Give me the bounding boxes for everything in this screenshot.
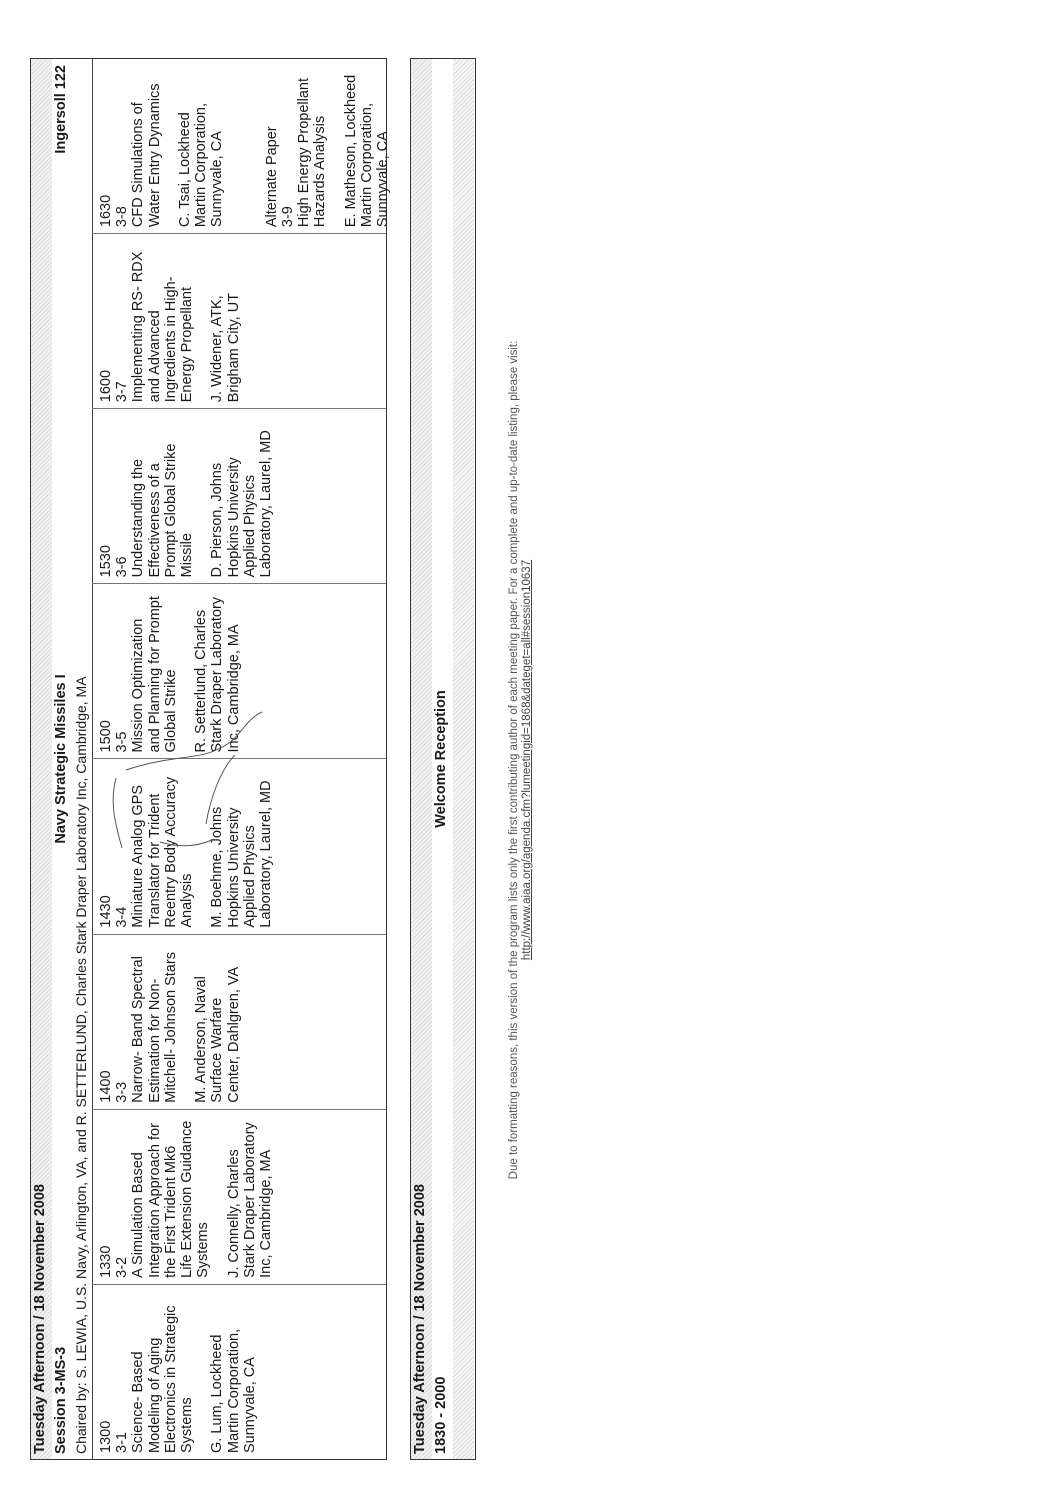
paper-number: 3-5	[114, 731, 131, 753]
paper-time: 1400	[98, 1070, 114, 1103]
alternate-paper-title-line: High Energy Propellant	[296, 78, 313, 228]
paper-title-line: Electronics in Strategic	[162, 1305, 179, 1453]
paper-title-line: and Planning for Prompt	[146, 596, 163, 753]
papers-grid	[92, 59, 392, 1459]
paper-title-line: Narrow- Band Spectral	[130, 956, 147, 1103]
alternate-paper-label: Alternate Paper	[263, 126, 280, 228]
paper-author-line: Laboratory, Laurel, MD	[258, 430, 275, 578]
paper-author-line: M. Boehme, Johns	[209, 806, 226, 928]
paper-title-line: Estimation for Non-	[146, 978, 163, 1103]
paper-number: 3-8	[114, 206, 131, 228]
paper-title-line: Life Extension Guidance	[179, 1120, 196, 1278]
paper-number: 3-7	[114, 381, 131, 403]
paper-author-line: Inc, Cambridge, MA	[225, 624, 242, 753]
alternate-paper-number: 3-9	[279, 206, 296, 228]
paper-author-line: Martin Corporation,	[193, 103, 210, 228]
paper-cell-3-1	[92, 1284, 386, 1459]
paper-title-line: Mitchell- Johnson Stars	[162, 952, 179, 1103]
paper-title-line: Global Strike	[162, 669, 179, 753]
paper-title-line: Systems	[195, 1222, 212, 1278]
paper-author-line: J. Connelly, Charles	[225, 1149, 242, 1278]
paper-number: 3-3	[114, 1081, 131, 1103]
paper-title-line: Understanding the	[130, 458, 147, 578]
paper-title-line: Miniature Analog GPS	[130, 784, 147, 928]
paper-title-line: Mission Optimization	[130, 618, 147, 753]
alternate-paper-author-line: E. Matheson, Lockheed	[342, 74, 359, 228]
paper-cell-3-8	[92, 59, 392, 233]
paper-title-line: Missile	[179, 533, 196, 578]
footnote	[508, 60, 534, 1460]
paper-title-line: Modeling of Aging	[146, 1337, 163, 1453]
alternate-paper-author-line: Martin Corporation,	[358, 103, 375, 228]
paper-title-line: Systems	[179, 1397, 196, 1453]
paper-author-line: R. Setterlund, Charles	[193, 609, 210, 753]
paper-title-line: Implementing RS- RDX	[130, 251, 147, 403]
reception-blank-row	[453, 59, 474, 1459]
footnote-link[interactable]: http://www.aiaa.org/agenda.cfm?lumeetingid=1868&dateget=all#session10637	[520, 559, 533, 961]
paper-title-line: Water Entry Dynamics	[146, 83, 163, 228]
session-day-header	[31, 59, 53, 1459]
paper-author-line: Center, Dahlgren, VA	[225, 966, 242, 1103]
paper-author-line: M. Anderson, Naval	[193, 976, 210, 1103]
session-table	[30, 58, 392, 1460]
paper-title-line: Translator for Trident	[146, 793, 163, 928]
paper-time: 1330	[98, 1245, 114, 1278]
reception-table	[410, 58, 476, 1460]
alternate-paper-title-line: Hazards Analysis	[312, 115, 329, 228]
paper-cell-3-7	[92, 233, 386, 408]
session-title-row	[52, 59, 74, 1459]
paper-title-line: Ingredients in High-	[162, 276, 179, 403]
session-title: Navy Strategic Missiles I	[53, 674, 69, 844]
paper-author-line: Applied Physics	[241, 825, 258, 928]
alternate-paper-author-line: Sunnyvale, CA	[375, 131, 392, 228]
rotated-page	[30, 52, 1030, 1460]
session-room: Ingersoll 122	[53, 65, 69, 154]
paper-author-line: Surface Warfare	[209, 997, 226, 1103]
reception-day-header	[411, 59, 433, 1459]
paper-cell-3-5	[92, 583, 386, 758]
session-id: Session 3-MS-3	[53, 1346, 69, 1454]
paper-author-line: Inc, Cambridge, MA	[258, 1149, 275, 1278]
paper-number: 3-4	[114, 906, 131, 928]
paper-author-line: Hopkins University	[225, 807, 242, 928]
paper-number: 3-1	[114, 1432, 131, 1453]
paper-author-line: G. Lum, Lockheed	[209, 1334, 226, 1453]
paper-author-line: Brigham City, UT	[225, 292, 242, 403]
paper-time: 1430	[98, 895, 114, 928]
reception-title: Welcome Reception	[433, 690, 449, 828]
paper-author-line: Applied Physics	[241, 475, 258, 578]
paper-author-line: Stark Draper Laboratory	[241, 1122, 258, 1278]
paper-cell-3-2	[92, 1109, 386, 1284]
paper-title-line: and Advanced	[146, 310, 163, 403]
reception-row	[432, 59, 454, 1459]
paper-cell-3-4	[92, 759, 386, 934]
paper-title-line: the First Trident Mk6	[162, 1145, 179, 1278]
paper-author-line: Sunnyvale, CA	[209, 131, 226, 228]
paper-author-line: Hopkins University	[225, 457, 242, 578]
paper-cell-3-6	[92, 408, 386, 583]
paper-author-line: Sunnyvale, CA	[241, 1357, 258, 1453]
paper-number: 3-2	[114, 1256, 131, 1278]
paper-author-line: Stark Draper Laboratory	[209, 596, 226, 753]
paper-author-line: Laboratory, Laurel, MD	[258, 780, 275, 928]
session-chairs: Chaired by: S. LEWIA, U.S. Navy, Arlington, VA, and R. SETTERLUND, Charles Stark Draper Laboratory Inc, Cambridge, MA	[73, 676, 89, 1454]
paper-title-line: Prompt Global Strike	[162, 443, 179, 578]
paper-time: 1600	[98, 369, 114, 403]
paper-author-line: D. Pierson, Johns	[209, 462, 226, 578]
paper-time: 1630	[98, 194, 114, 228]
day-header-text: Tuesday Afternoon / 18 November 2008	[32, 1184, 48, 1454]
session-chairs-row	[73, 59, 93, 1459]
paper-number: 3-6	[114, 556, 131, 578]
paper-title-line: CFD Simulations of	[130, 102, 147, 228]
paper-author-line: Martin Corporation,	[225, 1328, 242, 1453]
paper-time: 1530	[98, 545, 114, 578]
paper-author-line: J. Widener, ATK,	[209, 295, 226, 403]
paper-title-line: Analysis	[179, 873, 196, 928]
reception-time: 1830 - 2000	[433, 1376, 449, 1454]
paper-author-line: C. Tsai, Lockheed	[176, 112, 193, 228]
paper-title-line: Effectiveness of a	[146, 463, 163, 578]
paper-cell-3-3	[92, 934, 386, 1109]
footnote-text: Due to formatting reasons, this version of the program lists only the first contributing author of each meeting paper. For a complete and up-to-date listing, please visit:	[508, 340, 520, 1180]
paper-title-line: Integration Approach for	[146, 1123, 163, 1278]
reception-day-text: Tuesday Afternoon / 18 November 2008	[412, 1184, 428, 1454]
paper-title-line: Energy Propellant	[179, 286, 196, 403]
paper-title-line: A Simulation Based	[130, 1152, 147, 1278]
paper-title-line: Science- Based	[130, 1351, 147, 1453]
paper-time: 1300	[98, 1420, 114, 1453]
paper-time: 1500	[98, 720, 114, 753]
paper-title-line: Reentry Body Accuracy	[162, 776, 179, 928]
